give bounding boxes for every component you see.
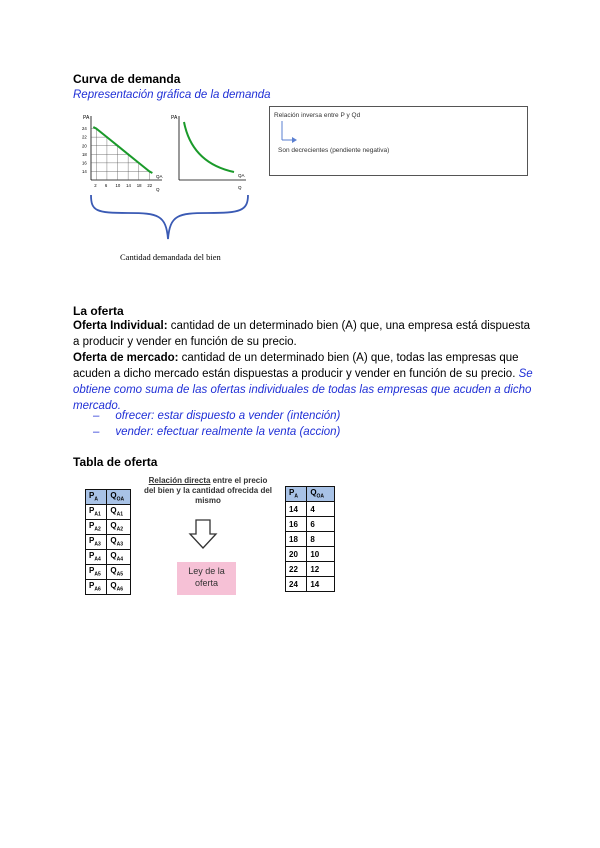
x-tick-label: 10 [115, 183, 121, 188]
table-row: $P_{A6}$ $Q_{A6}$ [86, 580, 131, 595]
table-row: $P_{A5}$ $Q_{A5}$ [86, 565, 131, 580]
text-oferta-mercado: cantidad de un determinado bien (A) que, todas las empresas que acuden a dicho mercado están dispuestas a producir y vender en función de su precio. [73, 352, 519, 380]
section-title-tabla-oferta: Tabla de oferta [73, 455, 158, 469]
table-row: $P_{A1}$ $Q_{A1}$ [86, 505, 131, 520]
y-tick-label: 14 [82, 169, 87, 175]
y-tick-label: 18 [82, 151, 87, 157]
table-row: $P_{A3}$ $Q_{A3}$ [86, 535, 131, 550]
table-row: 24 14 [286, 577, 335, 592]
relation-note [143, 476, 273, 506]
brace-icon [88, 193, 253, 245]
bullet-text: vender: efectuar realmente la venta (accion) [115, 426, 341, 438]
x-tick-label: 22 [147, 183, 153, 188]
axis-label-q: QA [238, 173, 245, 178]
x-tick-label: 14 [126, 183, 131, 188]
box-line-2: Son decrecientes (pendiente negativa) [278, 147, 390, 154]
paragraph-oferta-mercado [73, 350, 533, 414]
subtitle-representacion: Representación gráfica de la demanda [73, 89, 271, 101]
arrow-down-icon [279, 120, 299, 146]
relation-note-text: entre el precio del bien y la cantidad ofrecida del mismo [143, 476, 273, 505]
section-title-oferta: La oferta [73, 304, 124, 318]
table-header-cell: $P_A$ [86, 490, 107, 505]
relation-direct-label: Relación directa [148, 476, 211, 485]
paragraph-oferta-individual [73, 318, 533, 350]
y-tick-label: 20 [82, 143, 87, 149]
axis-label-p: PA [83, 115, 90, 121]
supply-table-symbolic [85, 489, 131, 595]
x-tick-label: 2 [94, 183, 97, 188]
table-header-cell: $Q_{OA}$ [307, 487, 335, 502]
bullet-item: – vender: efectuar realmente la venta (accion) [93, 426, 341, 438]
table-header-cell: $P_A$ [286, 487, 307, 502]
demand-curve [184, 122, 234, 172]
x-tick-label: 6 [104, 183, 108, 188]
brace-caption: Cantidad demandada del bien [120, 252, 221, 262]
y-tick-label: 24 [82, 126, 87, 132]
text-oferta-mercado-blue: Se obtiene como suma de las ofertas individuales de todas las empresas que acuden a dicho mercado. [73, 368, 533, 412]
table-row: 14 4 [286, 502, 335, 517]
axis-label-p: PA [171, 115, 178, 121]
table-header-row [86, 490, 131, 505]
table-row: 18 8 [286, 532, 335, 547]
table-header-cell: $Q_{OA}$ [107, 490, 131, 505]
relation-box [269, 106, 528, 176]
ley-line-2: oferta [194, 578, 218, 588]
axis-label-q2: Q [238, 185, 242, 190]
supply-table-numeric [285, 486, 335, 592]
demand-chart-linear [80, 108, 170, 193]
table-header-row [286, 487, 335, 502]
demand-chart-curve [170, 108, 250, 193]
section-title-curva-demanda: Curva de demanda [73, 72, 181, 86]
table-row: $P_{A4}$ $Q_{A4}$ [86, 550, 131, 565]
x-tick-label: 18 [136, 183, 142, 188]
table-row: $P_{A2}$ $Q_{A2}$ [86, 520, 131, 535]
demand-series-line [93, 127, 152, 173]
axis-label-q2: Q [156, 187, 160, 192]
axis-label-q: QA [156, 174, 163, 179]
table-row: 16 6 [286, 517, 335, 532]
label-oferta-mercado: Oferta de mercado: [73, 352, 179, 364]
arrow-down-outline-icon [188, 518, 218, 550]
y-tick-label: 22 [82, 134, 87, 140]
grid-lines [91, 128, 150, 180]
y-tick-labels [82, 126, 87, 174]
bullet-text: ofrecer: estar dispuesto a vender (intención) [115, 410, 341, 422]
ley-oferta-box [177, 562, 236, 595]
table-row: 22 12 [286, 562, 335, 577]
bullet-item: – ofrecer: estar dispuesto a vender (intención) [93, 410, 341, 422]
label-oferta-individual: Oferta Individual: [73, 320, 168, 332]
y-tick-label: 16 [82, 160, 87, 166]
box-line-1: Relación inversa entre P y Qd [274, 112, 361, 119]
ley-line-1: Ley de la [188, 566, 225, 576]
text-oferta-individual: cantidad de un determinado bien (A) que, una empresa está dispuesta a producir y vender en función de su precio. [73, 320, 531, 348]
x-tick-labels [94, 183, 152, 188]
table-row: 20 10 [286, 547, 335, 562]
